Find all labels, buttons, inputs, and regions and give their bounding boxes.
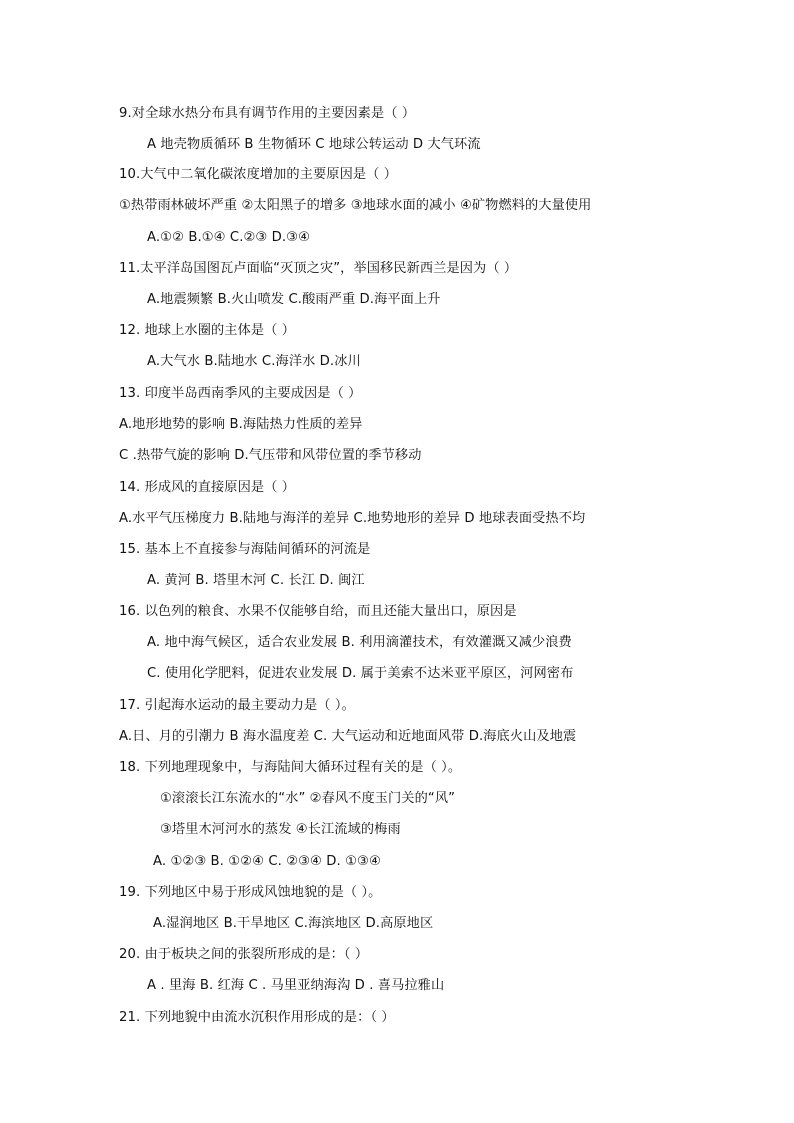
- question-14-options: A.水平气压梯度力 B.陆地与海洋的差异 C.地势地形的差异 D 地球表面受热不均: [119, 511, 586, 526]
- question-16-options-cd: C. 使用化学肥料，促进农业发展 D. 属于美索不达米亚平原区，河网密布: [147, 666, 574, 681]
- question-12: 12. 地球上水圈的主体是（ ）: [119, 323, 296, 338]
- question-18-statements-1: ①滚滚长江东流水的“水” ②春风不度玉门关的“风”: [160, 791, 456, 806]
- question-19: 19. 下列地区中易于形成风蚀地貌的是（ ）。: [119, 885, 382, 900]
- question-10-statements: ①热带雨林破坏严重 ②太阳黑子的增多 ③地球水面的减小 ④矿物燃料的大量使用: [119, 198, 592, 213]
- question-15-options: A. 黄河 B. 塔里木河 C. 长江 D. 闽江: [147, 573, 365, 588]
- question-13-options-ab: A.地形地势的影响 B.海陆热力性质的差异: [119, 417, 363, 432]
- question-21: 21. 下列地貌中由流水沉积作用形成的是：（ ）: [119, 1010, 395, 1025]
- question-10: 10.大气中二氧化碳浓度增加的主要原因是（ ）: [119, 167, 398, 182]
- question-9-options: A 地壳物质循环 B 生物循环 C 地球公转运动 D 大气环流: [147, 137, 481, 152]
- question-20: 20. 由于板块之间的张裂所形成的是：（ ）: [119, 947, 369, 962]
- question-13-options-cd: C .热带气旋的影响 D.气压带和风带位置的季节移动: [119, 448, 422, 463]
- question-18: 18. 下列地理现象中，与海陆间大循环过程有关的是（ ）。: [119, 760, 462, 775]
- question-9: 9.对全球水热分布具有调节作用的主要因素是（ ）: [119, 106, 416, 121]
- question-11-options: A.地震频繁 B.火山喷发 C.酸雨严重 D.海平面上升: [147, 292, 441, 307]
- question-17-options: A.日、月的引潮力 B 海水温度差 C. 大气运动和近地面风带 D.海底火山及地震: [119, 729, 577, 744]
- question-12-options: A.大气水 B.陆地水 C.海洋水 D.冰川: [147, 354, 361, 369]
- question-17: 17. 引起海水运动的最主要动力是（ ）。: [119, 698, 355, 713]
- question-11: 11.太平洋岛国图瓦卢面临“灭顶之灾”，举国移民新西兰是因为（ ）: [119, 261, 518, 276]
- question-16: 16. 以色列的粮食、水果不仅能够自给，而且还能大量出口，原因是: [119, 604, 517, 619]
- question-18-options: A. ①②③ B. ①②④ C. ②③④ D. ①③④: [153, 854, 381, 869]
- question-10-options: A.①② B.①④ C.②③ D.③④: [147, 230, 311, 245]
- question-19-options: A.湿润地区 B.干旱地区 C.海滨地区 D.高原地区: [153, 916, 434, 931]
- question-14: 14. 形成风的直接原因是（ ）: [119, 480, 296, 495]
- question-13: 13. 印度半岛西南季风的主要成因是（ ）: [119, 386, 362, 401]
- question-18-statements-2: ③塔里木河河水的蒸发 ④长江流域的梅雨: [160, 822, 401, 837]
- question-20-options: A . 里海 B. 红海 C . 马里亚纳海沟 D . 喜马拉雅山: [147, 978, 445, 993]
- question-15: 15. 基本上不直接参与海陆间循环的河流是: [119, 542, 371, 557]
- question-16-options-ab: A. 地中海气候区，适合农业发展 B. 利用滴灌技术，有效灌溉又减少浪费: [147, 635, 572, 650]
